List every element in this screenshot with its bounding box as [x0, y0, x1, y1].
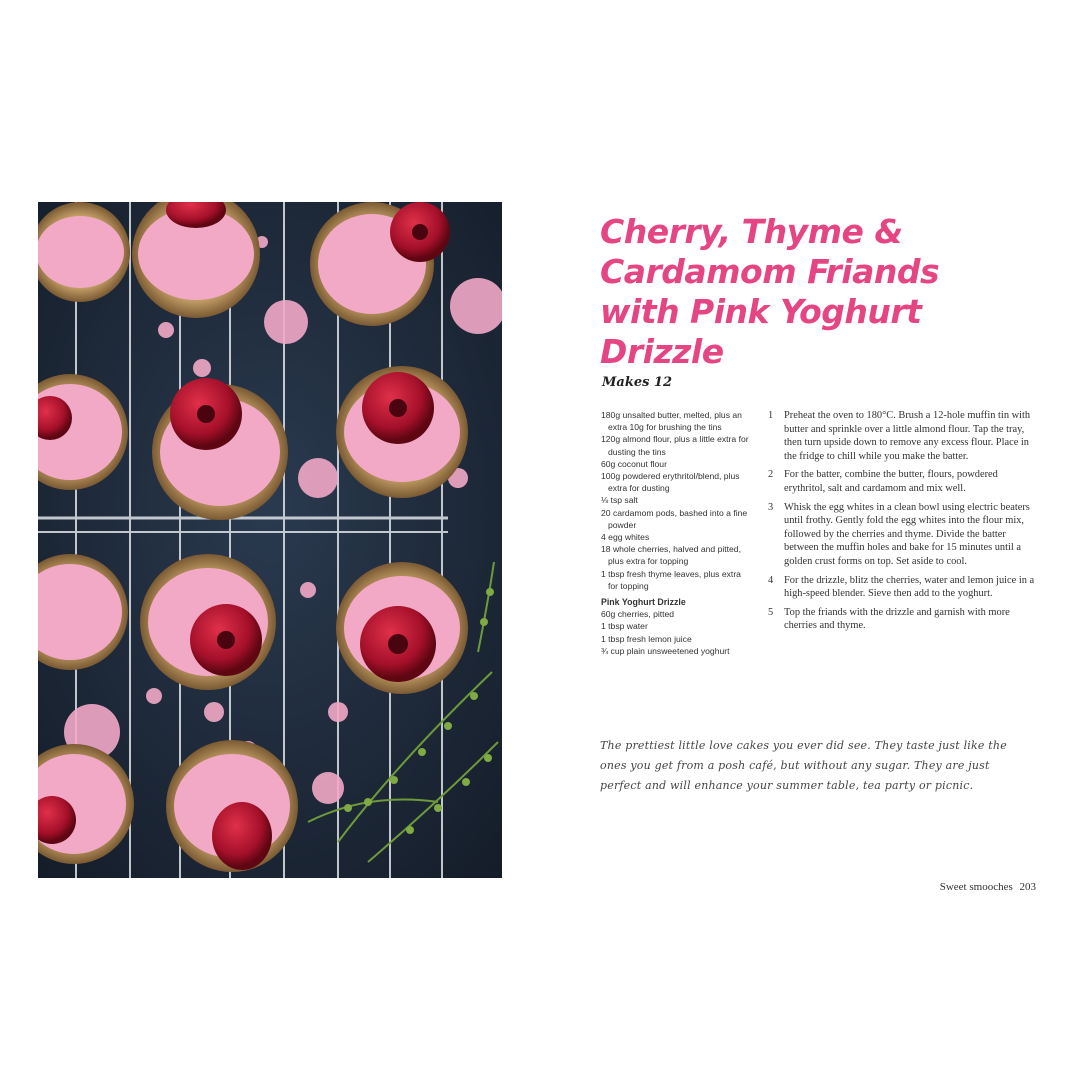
recipe-yield: Makes 12 [602, 375, 673, 390]
ingredient-item: 180g unsalted butter, melted, plus an extra 10g for brushing the tins [601, 410, 742, 433]
drizzle-ingredient-item: 1 tbsp water [601, 621, 648, 632]
method-step [768, 409, 1036, 463]
step-text: For the batter, combine the butter, flours, powdered erythritol, salt and cardamom and mix well. [784, 469, 998, 494]
ingredient-item: 20 cardamom pods, bashed into a fine powder [601, 507, 748, 530]
step-text: Whisk the egg whites in a clean bowl using electric beaters until frothy. Gently fold the egg whites into the flour mix, followed by the cherries and thyme. Divide the batter between the muffin holes and bake for 15 minutes until a golden crust forms on top. Set aside to cool. [784, 501, 1030, 567]
ingredient-item: 120g almond flour, plus a little extra for dusting the tins [601, 434, 749, 457]
method-step [768, 574, 1036, 601]
drizzle-ingredient-item: ¾ cup plain unsweetened yoghurt [601, 645, 730, 656]
method-step [768, 606, 1036, 633]
step-number: 2 [768, 469, 774, 481]
drizzle-ingredient-item: 1 tbsp fresh lemon juice [601, 633, 692, 644]
ingredient-item: 18 whole cherries, halved and pitted, plus extra for topping [601, 544, 741, 567]
friands-photo [38, 202, 502, 878]
page-footer [940, 881, 1036, 893]
ingredient-item: 60g coconut flour [601, 458, 667, 469]
recipe-title: Cherry, Thyme & Cardamom Friands with Pink Yoghurt Drizzle [600, 212, 940, 371]
ingredient-item: 4 egg whites [601, 532, 650, 543]
step-number: 3 [768, 501, 774, 513]
step-text: Preheat the oven to 180°C. Brush a 12-hole muffin tin with butter and sprinkle over a little almond flour. Tap the tray, then turn upside down to remove any excess flour. Place in the fridge to chill while you make the batter. [784, 410, 1031, 462]
method-step [768, 468, 1036, 495]
page-number: 203 [1019, 881, 1036, 893]
ingredients-list [601, 409, 751, 657]
drizzle-ingredient-item: 60g cherries, pitted [601, 609, 675, 620]
method-step [768, 501, 1036, 569]
recipe-intro: The prettiest little love cakes you ever did see. They taste just like the ones you get from a posh café, but without any sugar. They are just perfect and will enhance your summer table, tea party or picnic. [600, 739, 1007, 792]
step-number: 4 [768, 574, 774, 586]
ingredient-item: 1 tbsp fresh thyme leaves, plus extra for topping [601, 568, 741, 591]
step-text: Top the friands with the drizzle and garnish with more cherries and thyme. [784, 606, 1010, 632]
ingredient-item: ⅛ tsp salt [601, 495, 638, 506]
drizzle-heading: Pink Yoghurt Drizzle [601, 597, 686, 608]
step-text: For the drizzle, blitz the cherries, water and lemon juice in a high-speed blender. Sieve then add to the yoghurt. [784, 574, 1035, 600]
step-number: 5 [768, 606, 774, 618]
ingredient-item: 100g powdered erythritol/blend, plus extra for dusting [601, 471, 740, 494]
section-name: Sweet smooches [939, 881, 1013, 893]
method-steps [768, 409, 1036, 638]
step-number: 1 [768, 410, 774, 421]
